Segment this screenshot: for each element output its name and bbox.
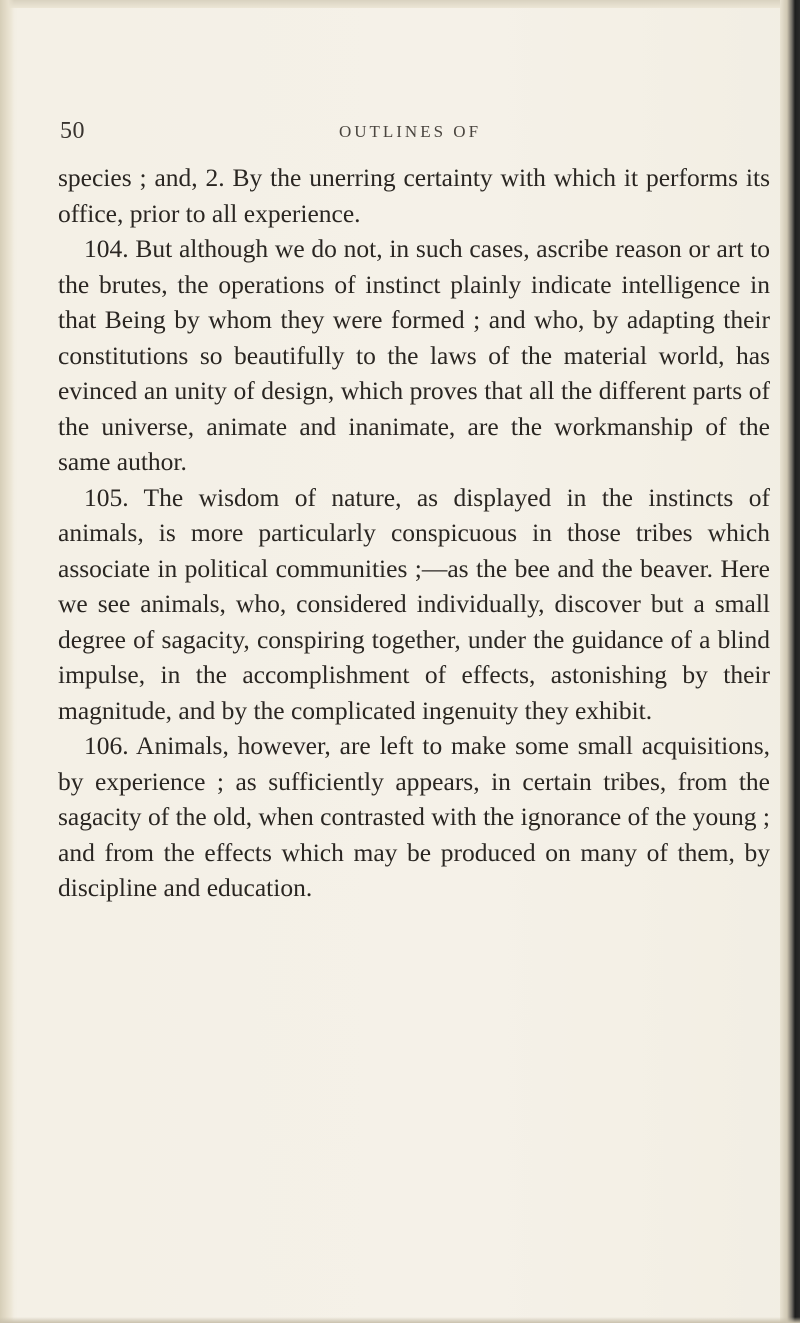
paragraph-105: 105. The wisdom of nature, as displayed in the instincts of animals, is more particularly conspicuous in those tribes which associate in political communities ;—as the bee and the beaver. Here we see animals, who, considered individually, discover but a small degree of sagacity, conspiring together, under the guidance of a blind impulse, in the accomplishment of effects, astonishing by their magnitude, and by the complicated ingenuity they exhibit. <box>58 482 770 725</box>
running-head: OUTLINES OF <box>338 122 482 141</box>
paragraph-106: 106. Animals, however, are left to make some small acquisitions, by experience ; as sufficiently appears, in certain tribes, from the sagacity of the old, when contrasted with the ignorance of the young ; and from the effects which may be produced on many of them, by discipline and education. <box>58 731 770 902</box>
paragraph-continuation: species ; and, 2. By the unerring certainty with which it performs its office, prior to all experience. <box>58 163 770 228</box>
page-left-shadow <box>0 0 14 1323</box>
page-header <box>60 118 760 148</box>
page-top-edge <box>0 0 800 8</box>
page-bottom-edge <box>0 1317 800 1323</box>
paragraph-104: 104. But although we do not, in such cases, ascribe reason or art to the brutes, the operations of instinct plainly indicate intelligence in that Being by whom they were formed ; and who, by adapting their constitutions so beautifully to the laws of the material world, has evinced an unity of design, which proves that all the different parts of the universe, animate and inanimate, are the workmanship of the same author. <box>58 234 770 476</box>
page-body <box>58 160 770 906</box>
page-number: 50 <box>60 118 85 144</box>
book-binding-edge <box>780 0 800 1323</box>
